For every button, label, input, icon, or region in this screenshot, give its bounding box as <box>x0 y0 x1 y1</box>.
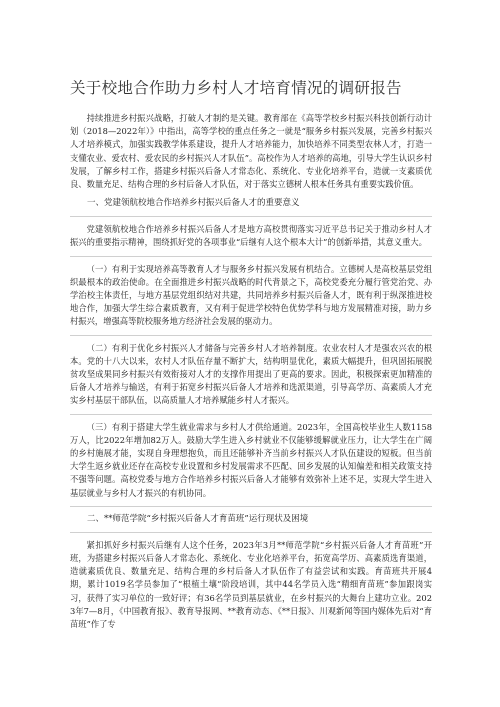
section-1-intro: 党建领航校地合作培养乡村振兴后备人才是地方高校贯彻落实习近平总书记关于推动乡村人才振兴的重要指示精神，围绕抓好党的各项事业“后继有人这个根本大计”的创新举措，其意义重大。 <box>70 224 432 248</box>
section-divider <box>70 506 432 507</box>
section-2-paragraph: 紧扣抓好乡村振兴后继有人这个任务，2023年3月**师范学院“乡村振兴后备人才育苗班”开班，为搭建乡村振兴后备人才常态化、系统化、专业化培养平台，拓宽高学历、高素质选育渠道，造就素质优良、数量充足、结构合理的乡村后备人才队伍作了有益尝试和实践。育苗班共开展4期，累计1019名学员参加了“根植土壤”阶段培训，其中44名学员入选“精细育苗班”参加跟岗实习，获得了实习单位的一致好评；有36名学员到基层就业，在乡村振兴的大舞台上建功立业。2023年7—8月，《中国教育报》、教育导报网、**教育动态、《**日报》、川观新闻等国内媒体先后对“育苗班”作了专 <box>70 539 432 630</box>
section-divider <box>70 414 432 415</box>
section-heading-2: 二、**师范学院“乡村振兴后备人才育苗班”运行现状及困境 <box>87 513 309 524</box>
point-1-paragraph: （一）有利于实现培养高等教育人才与服务乡村振兴发展有机结合。立德树人是高校基层党组织最根本的政治使命。在全面推进乡村振兴战略的时代背景之下，高校党委充分履行管党治党、办学治校主体责任，与地方基层党组织结对共建，共同培养乡村振兴后备人才，既有利于纵深推进校地合作，加强大学生综合素质教育，又有利于促进学校特色优势学科与地方发展精准对接，助力乡村振兴，增强高等院校服务地方经济社会发展的驱动力。 <box>70 263 432 327</box>
section-heading-1: 一、党建领航校地合作培养乡村振兴后备人才的重要意义 <box>87 198 300 209</box>
document-title: 关于校地合作助力乡村人才培育情况的调研报告 <box>70 79 402 97</box>
section-divider <box>70 335 432 336</box>
point-3-paragraph: （三）有利于搭建大学生就业需求与乡村人才供给通道。2023年，全国高校毕业生人数1158万人，比2022年增加82万人。鼓励大学生进入乡村就业不仅能够缓解就业压力，让大学生在广阔的乡村施展才能，实现自身理想抱负，而且还能够补齐当前乡村振兴人才队伍建设的短板。但当前大学生返乡就业还存在高校专业设置和乡村发展需求不匹配、回乡发展的认知偏差和相关政策支持不强等问题。高校党委与地方合作培养乡村振兴后备人才能够有效弥补上述不足，实现大学生进入基层就业与乡村人才振兴的有机协同。 <box>70 421 432 498</box>
section-divider <box>70 256 432 257</box>
section-divider <box>70 216 432 217</box>
point-2-paragraph: （二）有利于优化乡村振兴人才储备与完善乡村人才培养制度。农业农村人才是强农兴农的根本。党的十八大以来，农村人才队伍存量不断扩大，结构明显优化，素质大幅提升，但巩固拓展脱贫攻坚成果同乡村振兴有效衔接对人才的支撑作用提出了更高的要求。因此，积极探索更加精准的后备人才培养与输送，有利于拓宽乡村振兴后备人才培养和选派渠道，引导高学历、高素质人才充实乡村基层干部队伍，以高质量人才培养赋能乡村人才振兴。 <box>70 342 432 406</box>
section-divider <box>70 532 432 533</box>
intro-paragraph: 持续推进乡村振兴战略，打破人才制约是关键。教育部在《高等学校乡村振兴科技创新行动计划（2018—2022年）》中指出，高等学校的重点任务之一就是“服务乡村振兴发展，完善乡村振兴人才培养模式，加强实践教学体系建设，提升人才培养能力，加快培养不同类型农林人才，打造一支懂农业、爱农村、爱农民的乡村振兴人才队伍”。高校作为人才培养的高地，引导大学生认识乡村发展，了解乡村工作，搭建乡村振兴后备人才常态化、系统化、专业化培养平台，造就一支素质优良、数量充足、结构合理的乡村后备人才队伍，对于落实立德树人根本任务具有重要实践价值。 <box>70 113 432 190</box>
